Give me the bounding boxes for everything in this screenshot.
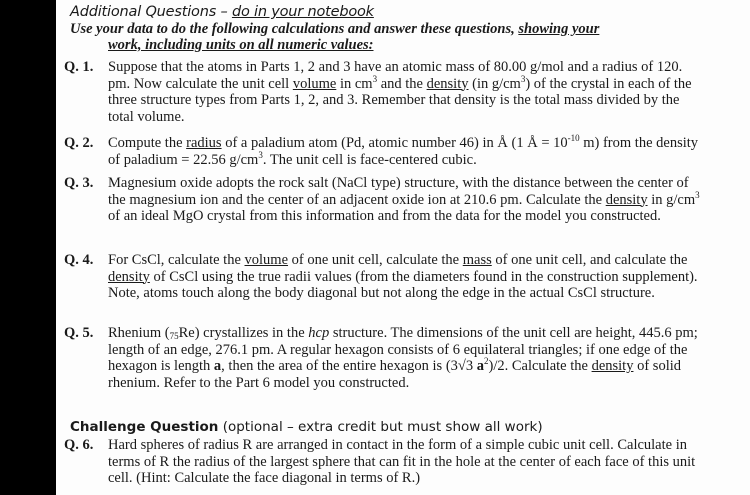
underlined-term: density [426, 75, 469, 92]
text-run: in cm [336, 75, 373, 92]
italic-term: hcp [308, 325, 330, 341]
text-run: of CsCl using the true radii values (from the diameters found in the construction supplement). Note, atoms touch along the body diagonal but not along the edge in the actual CsCl structure. [108, 268, 698, 302]
underlined-term: volume [292, 75, 337, 92]
question-text [108, 325, 704, 391]
text-run: Re) crystallizes in the [178, 325, 309, 341]
question-number: Q. 5. [64, 325, 94, 341]
question-4 [64, 252, 704, 302]
underlined-term: density [605, 191, 648, 208]
question-1 [64, 59, 704, 125]
text-run: m) from the density of paladium = 22.56 g/cm [108, 135, 699, 168]
text-run: Rhenium ( [108, 325, 170, 341]
underlined-term: volume [244, 252, 289, 268]
superscript: 3 [520, 73, 526, 84]
question-3 [64, 175, 704, 225]
bold-variable: a [213, 358, 222, 375]
text-run: and the [377, 75, 427, 92]
superscript: -10 [567, 133, 580, 143]
superscript: 3 [695, 189, 700, 200]
document-page [56, 0, 750, 495]
challenge-title: Challenge Question [70, 419, 219, 435]
instructions-underlined: showing your [518, 21, 600, 37]
text-run: Magnesium oxide adopts the rock salt (NaCl type) structure, with the distance between the center of the magnesium ion and the center of an adjacent oxide ion at 210.6 pm. Calculate the [108, 175, 689, 208]
text-run: (in g/cm [468, 75, 521, 92]
superscript: 2 [484, 356, 489, 367]
instructions-text: Use your data to do the following calculations and answer these questions, [70, 21, 519, 37]
text-run: of an ideal MgO crystal from this information and from the data for the model you constructed. [108, 208, 661, 225]
question-text [108, 59, 704, 125]
text-run: )/2. Calculate the [488, 358, 592, 375]
underlined-term: radius [186, 135, 222, 151]
superscript: 3 [372, 73, 378, 84]
underlined-term: density [108, 268, 150, 285]
text-run: For CsCl, calculate the [108, 252, 245, 268]
heading-prefix: Additional Questions – [70, 4, 232, 20]
text-run: Suppose that the atoms in Parts 1, 2 and 3 have an atomic mass of 80.00 g/mol and a radius of 120. pm. Now calculate the unit cell [108, 59, 683, 92]
question-text [108, 252, 704, 302]
question-number: Q. 6. [64, 437, 94, 453]
text-run: of a paladium atom (Pd, atomic number 46) in Å (1 Å = 10 [221, 135, 568, 151]
underlined-term: mass [462, 252, 492, 268]
challenge-note: (optional – extra credit but must show all work) [218, 419, 543, 435]
question-number: Q. 2. [64, 135, 94, 151]
text-run: of solid rhenium. Refer to the Part 6 model you constructed. [108, 358, 681, 391]
question-5 [64, 325, 704, 391]
text-run: of one unit cell, calculate the [288, 252, 463, 268]
text-run: Compute the [108, 135, 187, 151]
superscript: 3 [258, 149, 263, 160]
text-run: . The unit cell is face-centered cubic. [262, 151, 477, 168]
text-run: in g/cm [647, 191, 696, 208]
instructions [70, 22, 670, 53]
subscript: 75 [169, 331, 179, 341]
section-heading [70, 4, 374, 20]
question-2 [64, 135, 704, 168]
text-run: Hard spheres of radius R are arranged in contact in the form of a simple cubic unit cell. Calculate in terms of R the radius of the largest sphere that can fit in the hole at the center of each face of this unit cell. (Hint: Calculate the face diagonal in terms of R.) [108, 437, 696, 487]
question-number: Q. 3. [64, 175, 94, 191]
challenge-heading [70, 419, 543, 435]
text-run: of one unit cell, and calculate the [491, 252, 688, 268]
instructions-underlined-continued: work, including units on all numeric values: [108, 36, 374, 53]
question-6 [64, 437, 704, 487]
heading-underlined: do in your notebook [231, 4, 374, 20]
bold-variable: a [476, 358, 484, 375]
question-text [108, 135, 704, 168]
question-text [108, 437, 704, 487]
question-number: Q. 4. [64, 252, 94, 268]
text-run: structure. The dimensions of the unit cell are height, 445.6 pm; length of an edge, 276.1 pm. A regular hexagon consists of 6 equilateral triangles; if one edge of the hexagon is length [108, 325, 698, 375]
text-run: ) of the crystal in each of the three structure types from Parts 1, 2, and 3. Remember that density is the total mass divided by the total volume. [108, 75, 692, 125]
underlined-term: density [591, 358, 634, 375]
question-text [108, 175, 704, 225]
question-number: Q. 1. [64, 59, 94, 75]
text-run: , then the area of the entire hexagon is (3√3 [221, 358, 477, 375]
